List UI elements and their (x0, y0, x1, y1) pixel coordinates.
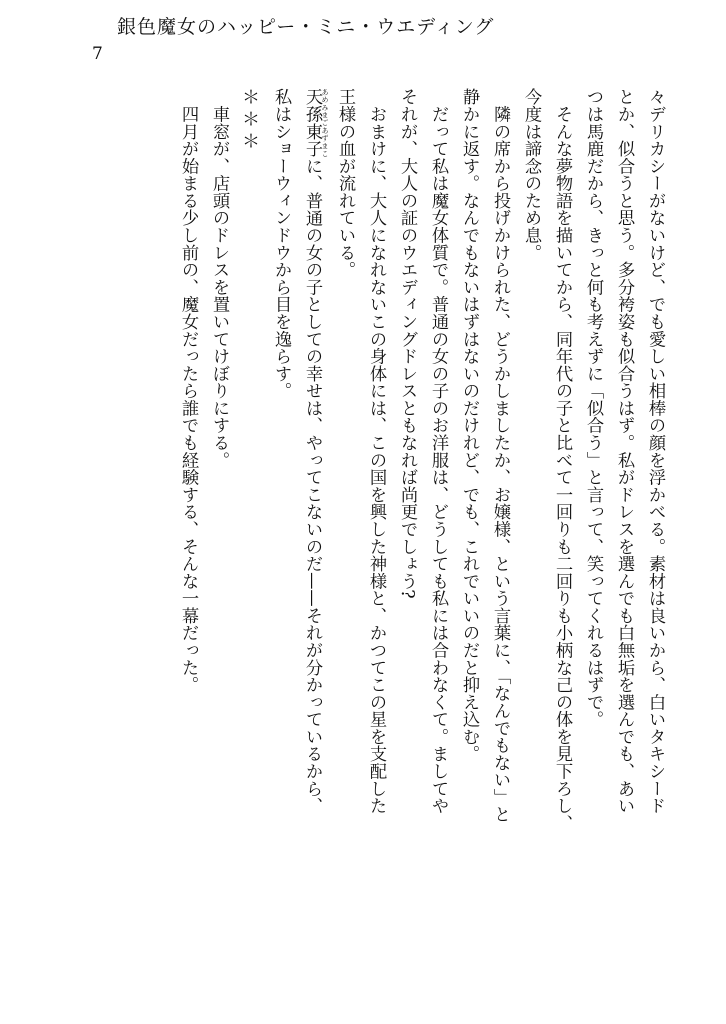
body-line-1: 々デリカシーがないけど、でも愛しい相棒の顔を浮かべる。素材は良いから、白いタキシード (645, 88, 665, 815)
body-line-8: だって私は魔女体質で。普通の女の子のお洋服は、どうしても私には合わなくて。ましてや (428, 88, 448, 815)
body-line-14: 車窓が、店頭のドレスを置いてけぼりにする。 (209, 88, 229, 469)
ruby-name (302, 88, 329, 158)
ruby-base: 天孫東子 (302, 88, 322, 158)
body-line-6: 隣の席から投げかけられた、どうかしましたか、お嬢様、という言葉に、「なんでもない」と (490, 88, 510, 823)
body-line-9: それが、大人の証のウエディングドレスともなれば尚更でしょう? (397, 88, 417, 599)
body-line-2: とか、似合うと思う。多分袴姿も似合うはず。私がドレスを選んでも白無垢を選んでも、あい (614, 88, 634, 815)
body-line-12 (296, 88, 329, 958)
ruby-reading: あめみまごあずまこ (321, 88, 329, 158)
body-line-5: 今度は諦念のため息。 (521, 88, 541, 261)
page-number: 7 (92, 44, 103, 64)
body-line-11: 王様の血が流れている。 (335, 88, 355, 279)
ruby-line-rest: に、普通の女の子としての幸せは、やってこないのだ——それが分かっているから、 (302, 157, 322, 815)
body-line-15: 四月が始まる少し前の、魔女だったら誰でも経験する、そんな一幕だった。 (178, 88, 198, 694)
body-line-3: つは馬鹿だから、きっと何も考えずに「似合う」と言って、笑ってくれるはずで。 (583, 88, 603, 728)
body-line-4: そんな夢物語を描いてから、同年代の子と比べて一回りも二回りも小柄な己の体を見下ろし、 (552, 88, 572, 832)
body-line-10: おまけに、大人になれないこの身体には、この国を興した神様と、かつてこの星を支配した (366, 88, 386, 815)
scene-break: ＊＊＊ (239, 88, 260, 154)
running-header-title: 銀色魔女のハッピー・ミニ・ウエディング (117, 16, 495, 38)
body-line-13: 私はショーウィンドウから目を逸らす。 (271, 88, 291, 400)
body-text (172, 88, 670, 958)
body-line-7: 静かに返す。なんでもないはずはないのだけれど、でも、これでいいのだと抑え込む。 (459, 88, 479, 763)
